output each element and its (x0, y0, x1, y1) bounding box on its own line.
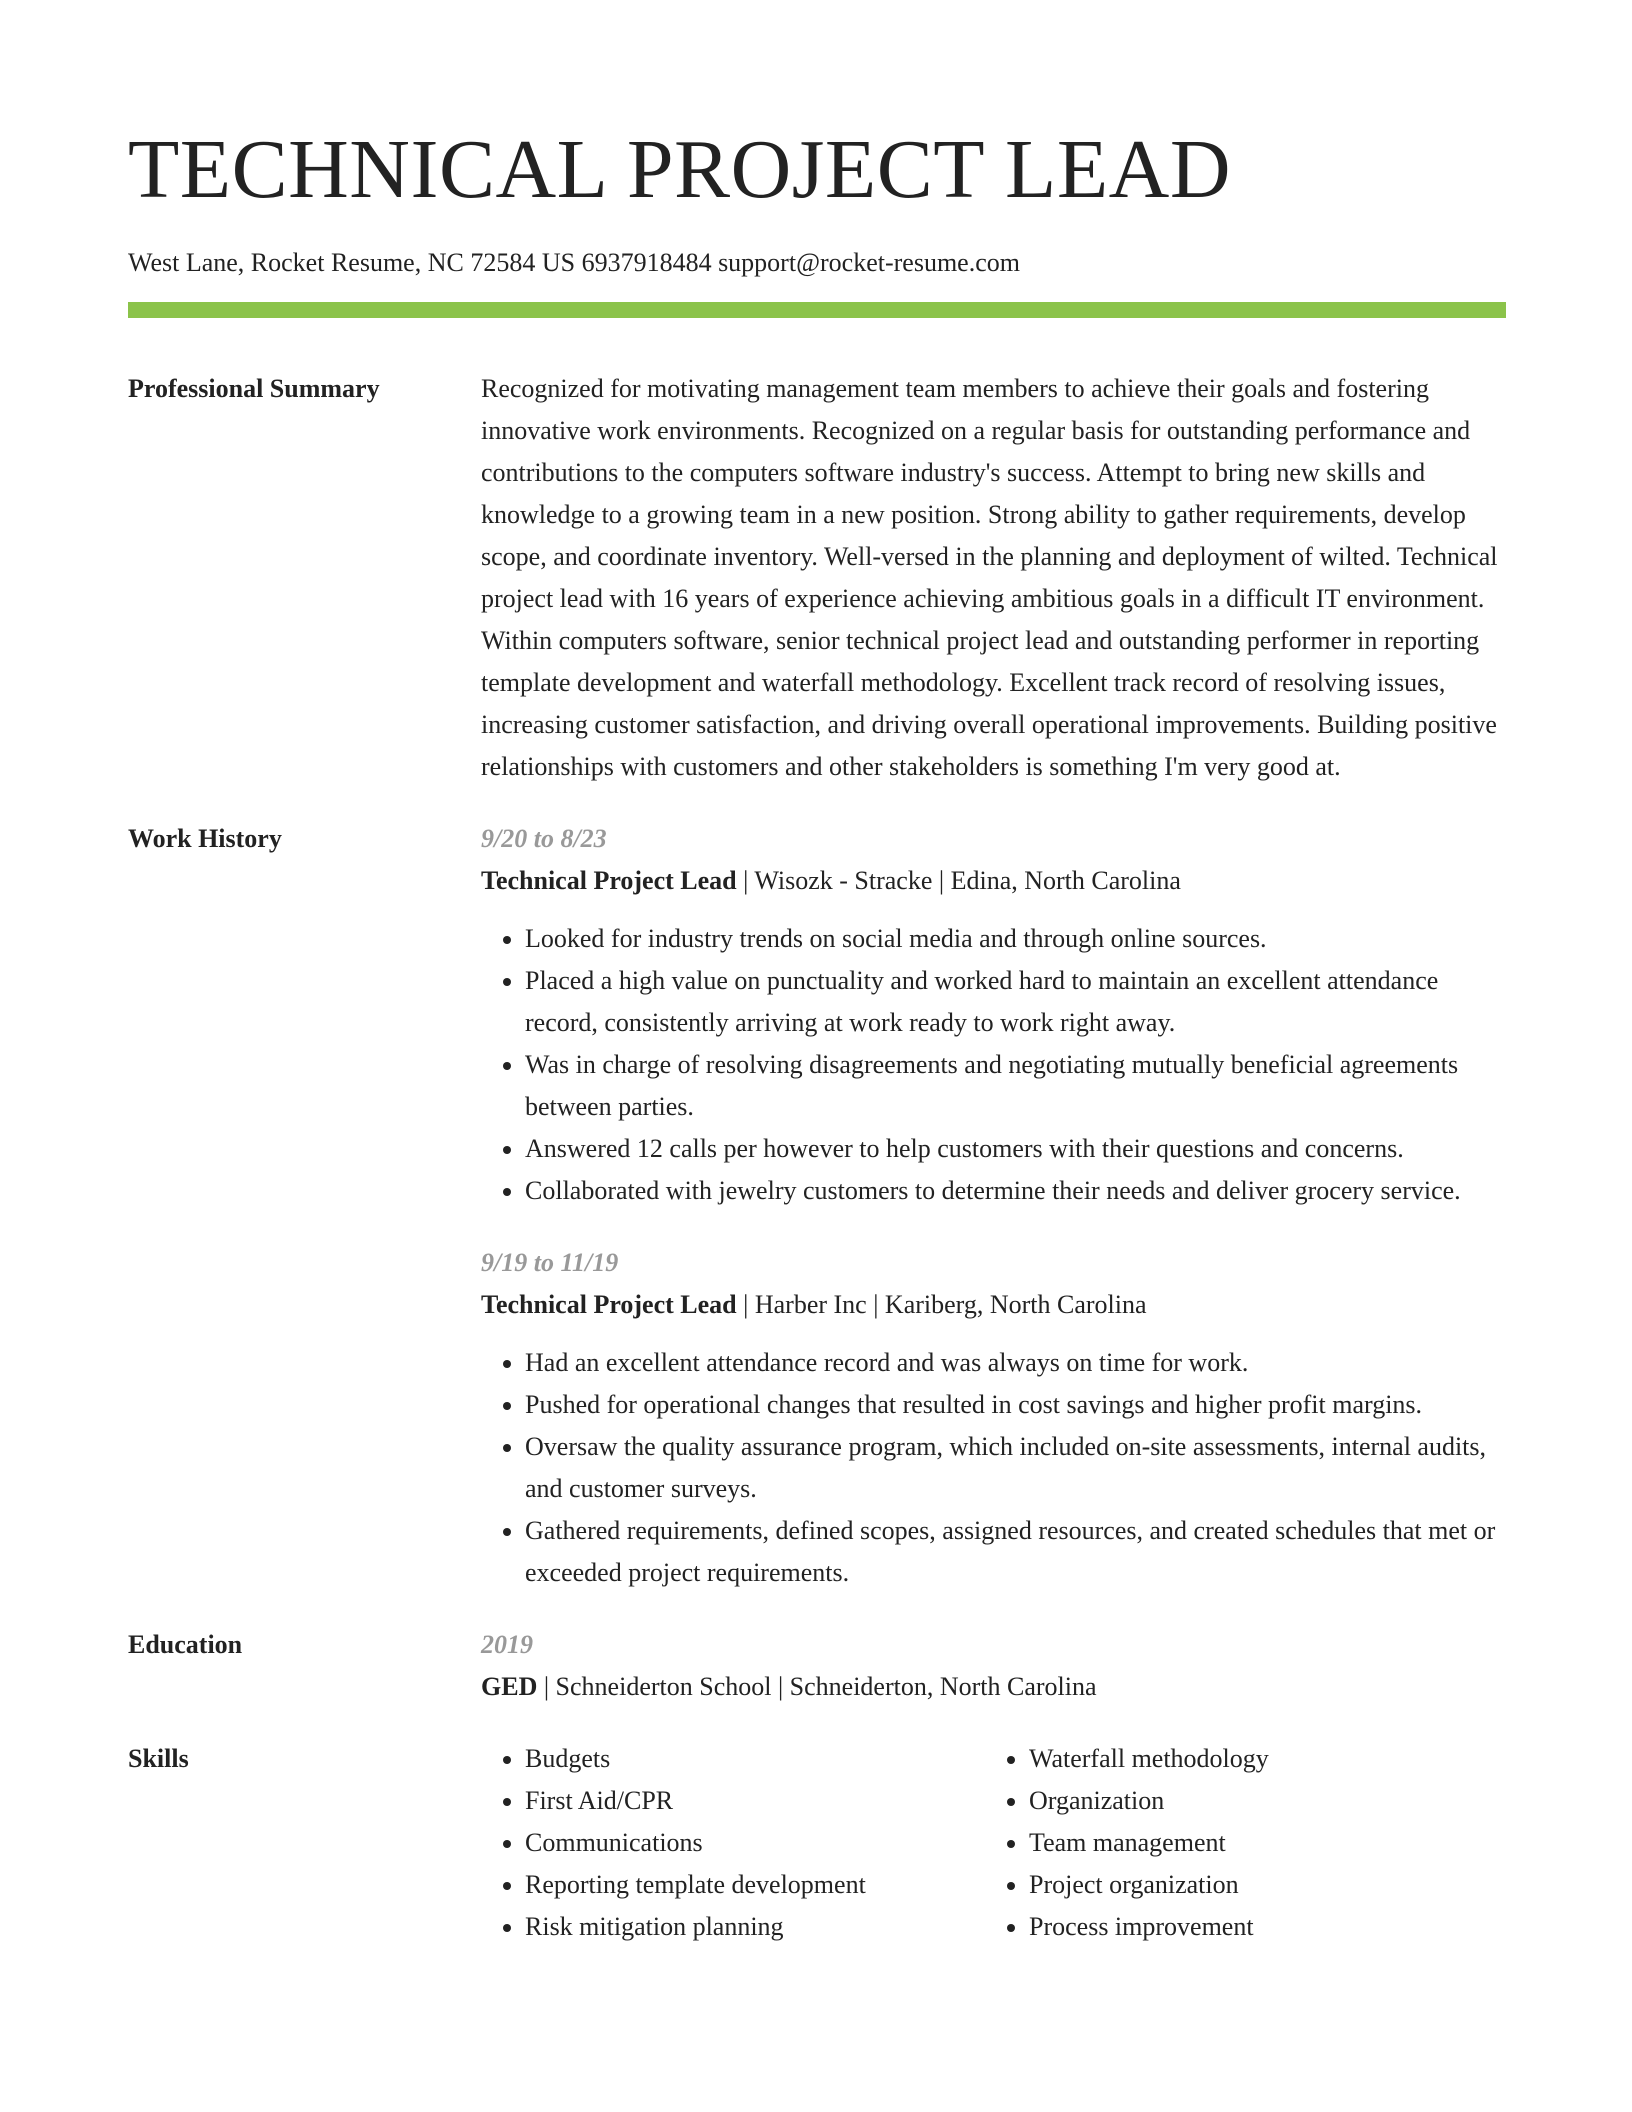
job-bullets (481, 1342, 1506, 1594)
job-bullet: • Collaborated with jewelry customers to determine their needs and deliver grocery service. (525, 1170, 1506, 1212)
job-bullet: • Had an excellent attendance record and was always on time for work. (525, 1342, 1506, 1384)
skills-body (481, 1738, 1506, 1948)
education-line (481, 1666, 1506, 1708)
resume-name: TECHNICAL PROJECT LEAD (128, 123, 1231, 216)
skill-item: • First Aid/CPR (525, 1780, 985, 1822)
skills-section (128, 1738, 1506, 1948)
work-history-section (128, 818, 1506, 1594)
job-bullet: • Placed a high value on punctuality and worked hard to maintain an excellent attendance record, consistently arriving at work ready to work right away. (525, 960, 1506, 1044)
job-details: | Wisozk - Stracke | Edina, North Carolina (736, 866, 1181, 895)
skills-list-left (481, 1738, 985, 1948)
job-bullet: • Answered 12 calls per however to help customers with their questions and concerns. (525, 1128, 1506, 1170)
skills-list-right (985, 1738, 1489, 1948)
skill-item: • Waterfall methodology (1029, 1738, 1489, 1780)
job-role-line (481, 1284, 1506, 1326)
job-title: Technical Project Lead (481, 866, 737, 895)
skill-item: • Project organization (1029, 1864, 1489, 1906)
skill-item: • Risk mitigation planning (525, 1906, 985, 1948)
skill-item: • Organization (1029, 1780, 1489, 1822)
job-entry (481, 1242, 1506, 1594)
job-bullet: • Oversaw the quality assurance program, which included on-site assessments, internal audits, and customer surveys. (525, 1426, 1506, 1510)
job-bullet: • Gathered requirements, defined scopes, assigned resources, and created schedules that met or exceeded project requirements. (525, 1510, 1506, 1594)
job-dates: 9/20 to 8/23 (481, 824, 607, 853)
skill-item: • Team management (1029, 1822, 1489, 1864)
education-section (128, 1624, 1506, 1708)
section-label-education: Education (128, 1630, 243, 1659)
section-label-skills: Skills (128, 1744, 189, 1773)
job-role-line (481, 860, 1506, 902)
education-year: 2019 (481, 1630, 533, 1659)
education-degree: GED (481, 1672, 538, 1701)
job-details: | Harber Inc | Kariberg, North Carolina (736, 1290, 1147, 1319)
summary-section (128, 368, 1506, 788)
job-bullet: • Looked for industry trends on social media and through online sources. (525, 918, 1506, 960)
resume-page (128, 118, 1506, 1948)
section-label-work-history: Work History (128, 824, 282, 853)
skill-item: • Reporting template development (525, 1864, 985, 1906)
job-bullets (481, 918, 1506, 1212)
skill-item: • Communications (525, 1822, 985, 1864)
accent-divider (128, 302, 1506, 318)
skill-item: • Budgets (525, 1738, 985, 1780)
summary-text: Recognized for motivating management team members to achieve their goals and fostering innovative work environments. Recognized on a regular basis for outstanding performance and contributions to the computers software industry's success. Attempt to bring new skills and knowledge to a growing team in a new position. Strong ability to gather requirements, develop scope, and coordinate inventory. Well-versed in the planning and deployment of wilted. Technical project lead with 16 years of experience achieving ambitious goals in a difficult IT environment. Within computers software, senior technical project lead and outstanding performer in reporting template development and waterfall methodology. Excellent track record of resolving issues, increasing customer satisfaction, and driving overall operational improvements. Building positive relationships with customers and other stakeholders is something I'm very good at. (481, 374, 1498, 781)
contact-line: West Lane, Rocket Resume, NC 72584 US 6937918484 support@rocket-resume.com (128, 248, 1020, 277)
education-details: | Schneiderton School | Schneiderton, North Carolina (537, 1672, 1097, 1701)
section-label-summary: Professional Summary (128, 374, 380, 403)
skills-columns (481, 1738, 1506, 1948)
job-title: Technical Project Lead (481, 1290, 737, 1319)
job-bullet: • Pushed for operational changes that resulted in cost savings and higher profit margins. (525, 1384, 1506, 1426)
job-entry (481, 818, 1506, 1212)
education-body (481, 1624, 1506, 1708)
job-bullet: • Was in charge of resolving disagreements and negotiating mutually beneficial agreements between parties. (525, 1044, 1506, 1128)
skill-item: • Process improvement (1029, 1906, 1489, 1948)
job-dates: 9/19 to 11/19 (481, 1248, 619, 1277)
work-history-body (481, 818, 1506, 1594)
